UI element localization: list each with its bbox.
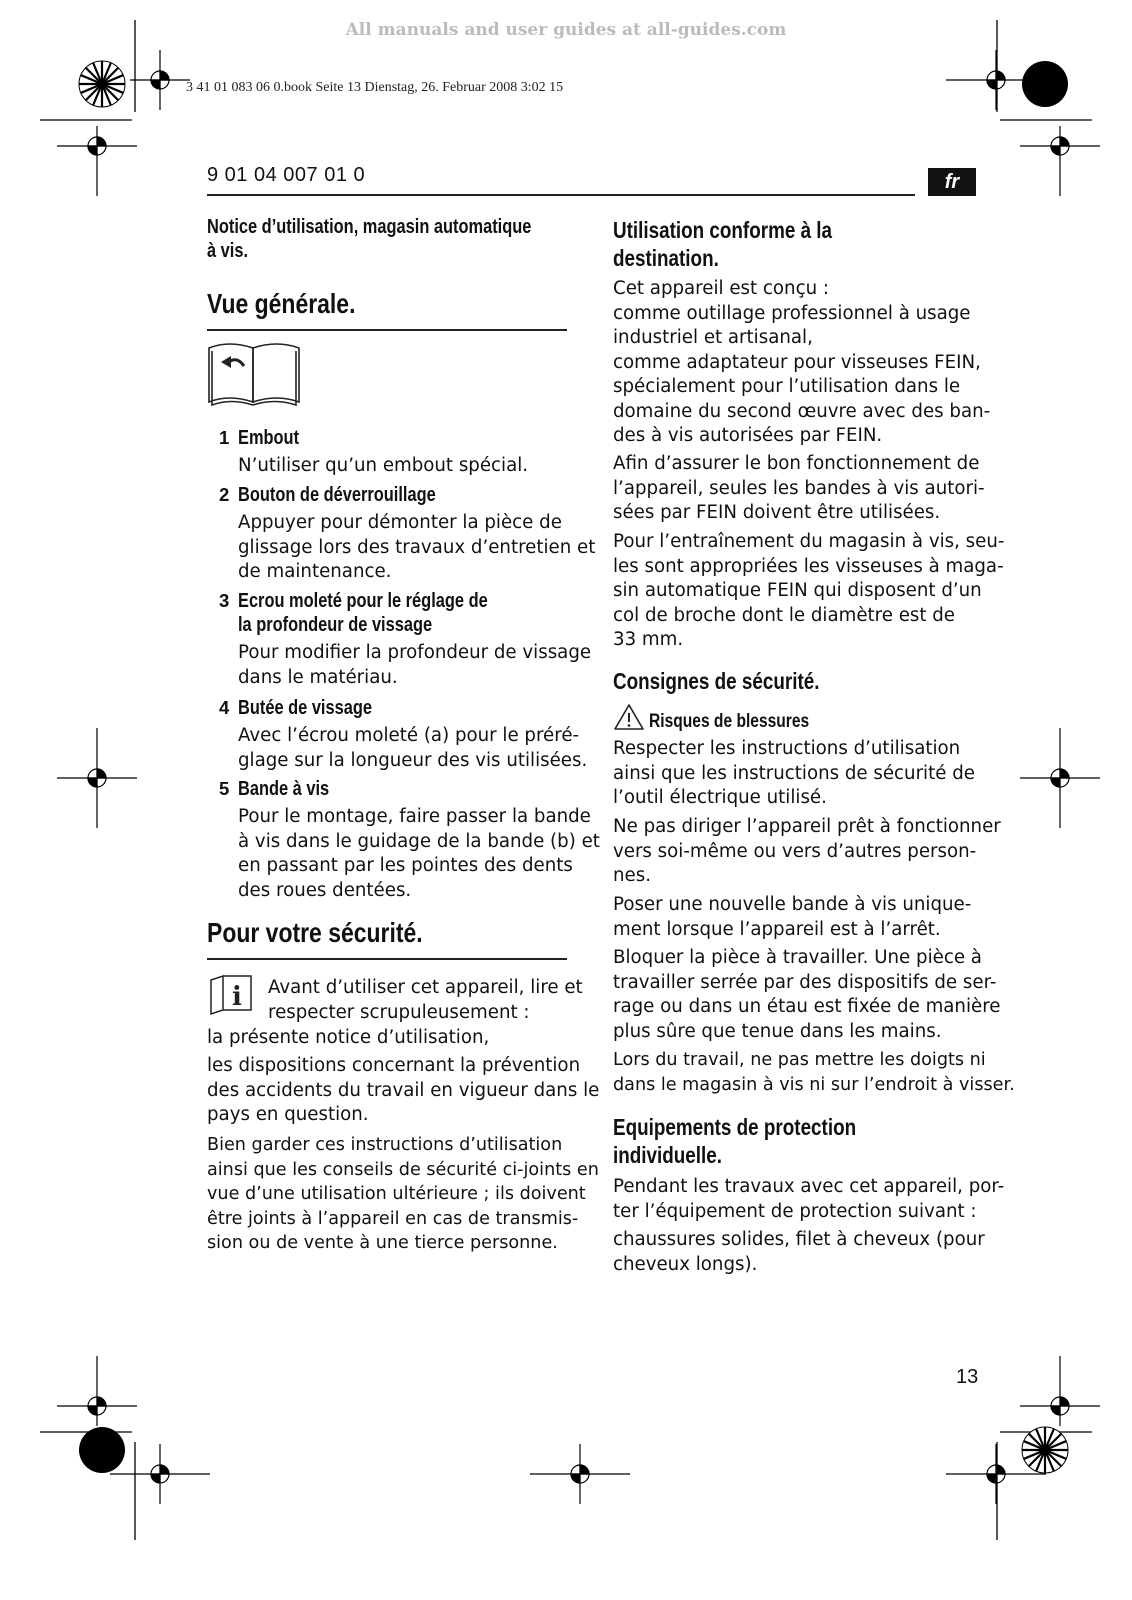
item-title: Embout [238, 427, 300, 449]
safety-paragraph: la présente notice d’utilisation, [207, 1027, 490, 1048]
item-number: 3 [219, 590, 230, 611]
solid-circle-mark [79, 1427, 125, 1473]
safety-instructions-paragraph: Respecter les instructions d’utilisation ainsi que les instructions de sécurité de l’outil électrique utilisé. [613, 738, 975, 808]
print-info: 3 41 01 083 06 0.book Seite 13 Dienstag, 26. Februar 2008 3:02 15 [186, 80, 564, 95]
warning-triangle-icon [613, 703, 645, 731]
section-rule [207, 329, 567, 331]
intended-use-paragraph: Afin d’assurer le bon fonctionnement de l’appareil, seules les bandes à vis autori- sées par FEIN doivent être utilisées. [613, 453, 985, 523]
starburst-mark [1022, 1427, 1068, 1473]
warning-title: Risques de blessures [649, 711, 810, 732]
section-heading-safety: Pour votre sécurité. [207, 917, 423, 948]
item-title: Ecrou moleté pour le réglage de la profondeur de vissage [238, 590, 488, 636]
section-heading-ppe: Equipements de protection individuelle. [613, 1114, 857, 1168]
safety-intro: Avant d’utiliser cet appareil, lire et respecter scrupuleusement : [268, 977, 583, 1023]
section-heading-safety-instructions: Consignes de sécurité. [613, 668, 820, 694]
item-title: Bande à vis [238, 778, 330, 800]
watermark: All manuals and user guides at all-guides.com [345, 20, 787, 40]
doc-title: Notice d’utilisation, magasin automatique à vis. [207, 216, 532, 262]
page-number: 13 [956, 1366, 979, 1388]
item-text: Avec l’écrou moleté (a) pour le préré- glage sur la longueur des vis utilisées. [238, 725, 588, 771]
item-title: Bouton de déverrouillage [238, 484, 436, 506]
safety-instructions-paragraph: Bloquer la pièce à travailler. Une pièce à travailler serrée par des dispositifs de ser- rage ou dans un étau est fixée de manière plus sûre que tenue dans les mains. [613, 947, 1001, 1042]
ppe-paragraph: Pendant les travaux avec cet appareil, por- ter l’équipement de protection suivant : [613, 1176, 1005, 1222]
safety-paragraph: les dispositions concernant la prévention des accidents du travail en vigueur dans le pays en question. [207, 1055, 600, 1125]
safety-instructions-paragraph: Poser une nouvelle bande à vis unique- ment lorsque l’appareil est à l’arrêt. [613, 894, 972, 940]
open-book-reference-icon [207, 338, 303, 408]
item-text: Appuyer pour démonter la pièce de glissage lors des travaux d’entretien et de maintenance. [238, 512, 596, 582]
intended-use-paragraph: Pour l’entraînement du magasin à vis, seu- les sont appropriées les visseuses à maga- sin automatique FEIN qui disposent d’un col de broche dont le diamètre est de 33 mm. [613, 531, 1005, 650]
item-text: Pour modifier la profondeur de vissage dans le matériau. [238, 642, 592, 688]
solid-circle-mark [1022, 61, 1068, 107]
header-rule [207, 194, 915, 196]
section-heading-intended-use: Utilisation conforme à la destination. [613, 217, 833, 271]
language-badge: fr [928, 168, 976, 196]
item-number: 5 [219, 778, 230, 799]
safety-instructions-paragraph: Lors du travail, ne pas mettre les doigts ni dans le magasin à vis ni sur l’endroit à visser. [613, 1050, 1015, 1095]
item-number: 4 [219, 697, 230, 718]
item-number: 1 [219, 427, 230, 448]
item-text: Pour le montage, faire passer la bande à vis dans le guidage de la bande (b) et en passant par les pointes des dents des roues dentées. [238, 806, 600, 901]
starburst-mark [79, 61, 125, 107]
part-number: 9 01 04 007 01 0 [207, 164, 366, 186]
item-text: N’utiliser qu’un embout spécial. [238, 455, 529, 476]
svg-text:i: i [232, 982, 242, 1012]
section-rule [207, 958, 567, 960]
ppe-paragraph: chaussures solides, filet à cheveux (pour cheveux longs). [613, 1229, 985, 1275]
safety-instructions-paragraph: Ne pas diriger l’appareil prêt à fonctionner vers soi-même ou vers d’autres person- nes. [613, 816, 1001, 886]
safety-paragraph: Bien garder ces instructions d’utilisation ainsi que les conseils de sécurité ci-joints en vue d’une utilisation ultérieure ; ils doivent être joints à l’appareil en cas de transmis- sion ou de vente à une tierce personne. [207, 1135, 599, 1253]
intended-use-paragraph: Cet appareil est conçu : comme outillage professionnel à usage industriel et artisanal, comme adaptateur pour visseuses FEIN, spécialement pour l’utilisation dans le domaine du second œuvre avec des ban- des à vis autorisées par FEIN. [613, 278, 991, 446]
section-heading-overview: Vue générale. [207, 288, 356, 319]
item-number: 2 [219, 484, 230, 505]
item-title: Butée de vissage [238, 697, 373, 719]
info-book-icon [209, 974, 255, 1016]
